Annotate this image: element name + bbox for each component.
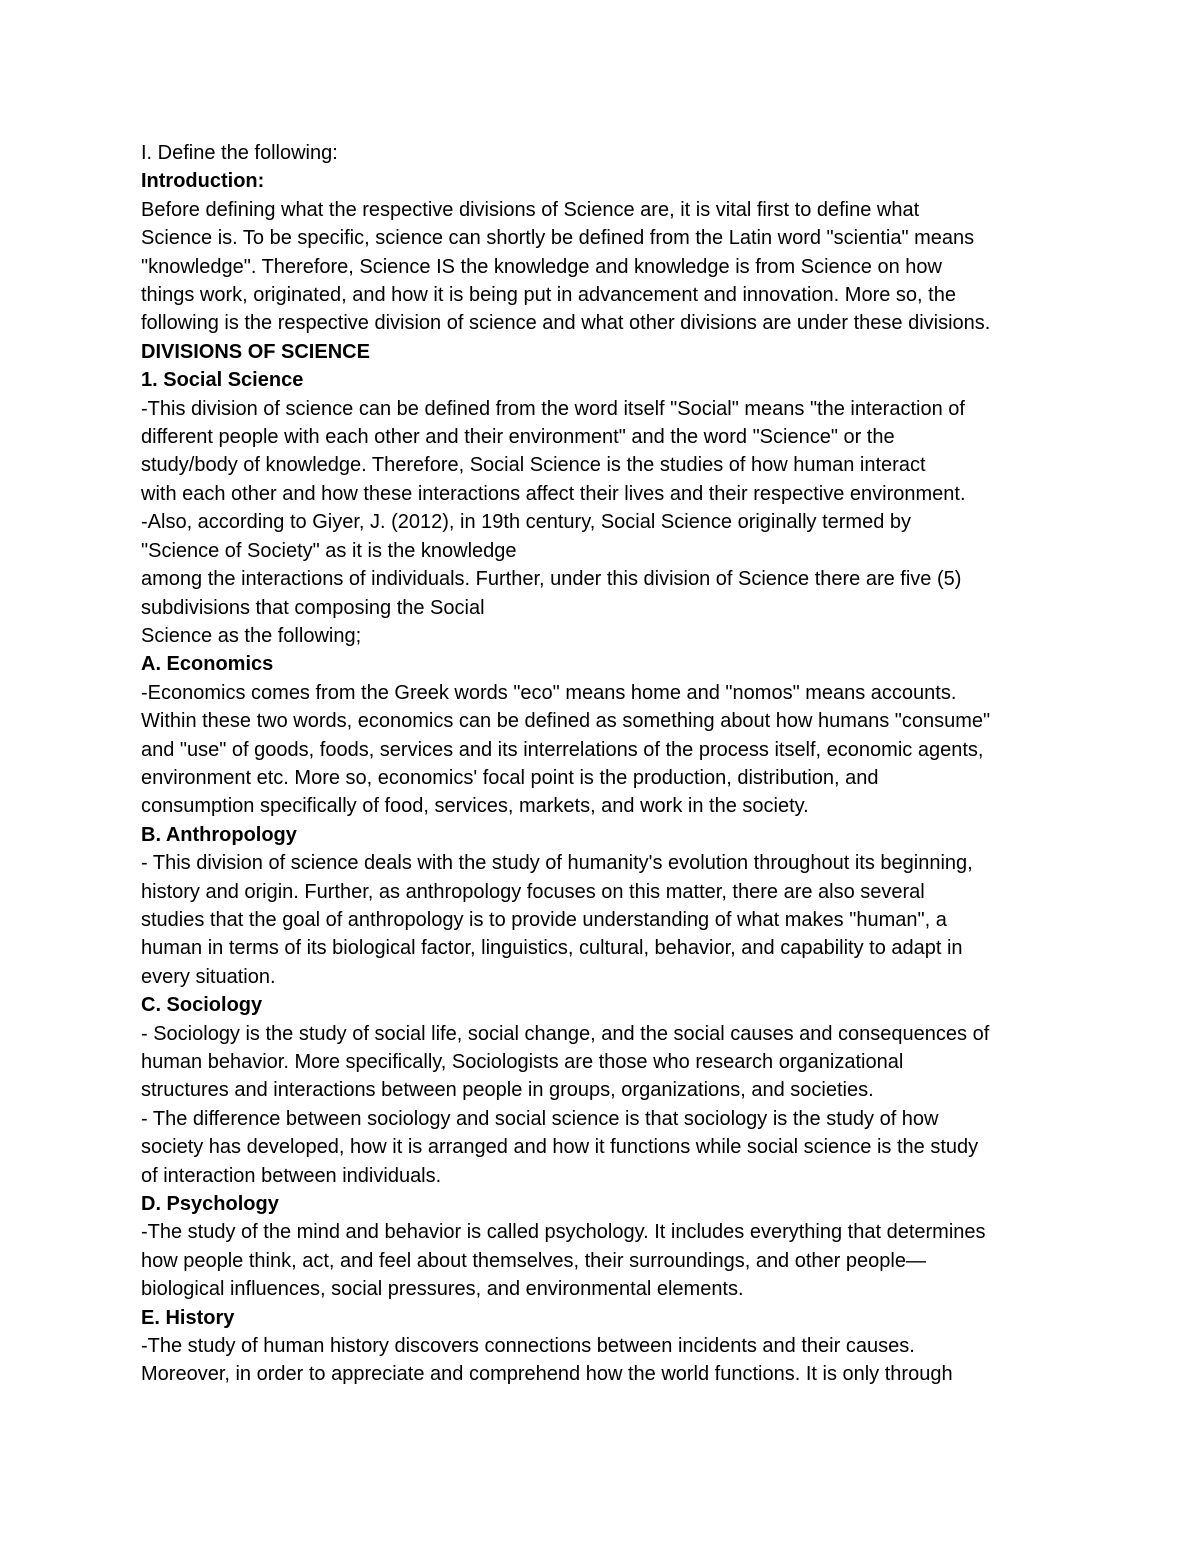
section-heading: DIVISIONS OF SCIENCE: [141, 340, 370, 363]
text-line: how people think, act, and feel about themselves, their surroundings, and other people—: [141, 1249, 926, 1272]
section-heading: A. Economics: [141, 653, 274, 676]
text-line: -Economics comes from the Greek words "eco" means home and "nomos" means accounts.: [141, 681, 957, 704]
text-line: human in terms of its biological factor, linguistics, cultural, behavior, and capability to adapt in: [141, 937, 963, 960]
text-line: Moreover, in order to appreciate and comprehend how the world functions. It is only through: [141, 1363, 953, 1386]
text-line: subdivisions that composing the Social: [141, 596, 485, 619]
text-line: different people with each other and their environment" and the word "Science" or the: [141, 426, 895, 449]
text-line: of interaction between individuals.: [141, 1164, 442, 1187]
text-line: Before defining what the respective divisions of Science are, it is vital first to define what: [141, 198, 920, 221]
section-heading: 1. Social Science: [141, 369, 304, 392]
text-line: consumption specifically of food, services, markets, and work in the society.: [141, 795, 809, 818]
text-line: - The difference between sociology and social science is that sociology is the study of how: [141, 1107, 939, 1130]
text-line: - This division of science deals with the study of humanity's evolution throughout its beginning,: [141, 852, 973, 875]
text-line: environment etc. More so, economics' focal point is the production, distribution, and: [141, 766, 879, 789]
text-line: every situation.: [141, 965, 276, 988]
text-line: history and origin. Further, as anthropology focuses on this matter, there are also several: [141, 880, 925, 903]
text-line: Within these two words, economics can be defined as something about how humans "consume": [141, 710, 991, 733]
text-line: things work, originated, and how it is being put in advancement and innovation. More so, the: [141, 284, 956, 307]
section-heading: D. Psychology: [141, 1193, 279, 1216]
text-line: studies that the goal of anthropology is to provide understanding of what makes "human", a: [141, 908, 947, 931]
text-line: - Sociology is the study of social life, social change, and the social causes and consequences of: [141, 1022, 990, 1045]
text-line: -Also, according to Giyer, J. (2012), in 19th century, Social Science originally termed by: [141, 511, 911, 534]
text-line: among the interactions of individuals. Further, under this division of Science there are five (5): [141, 568, 962, 591]
text-line: -The study of the mind and behavior is called psychology. It includes everything that determines: [141, 1221, 986, 1244]
text-line: and "use" of goods, foods, services and its interrelations of the process itself, economic agents,: [141, 738, 984, 761]
text-line: biological influences, social pressures, and environmental elements.: [141, 1278, 744, 1301]
text-line: society has developed, how it is arranged and how it functions while social science is the study: [141, 1136, 979, 1159]
text-line: human behavior. More specifically, Sociologists are those who research organizational: [141, 1051, 904, 1073]
text-line: following is the respective division of science and what other divisions are under these divisions.: [141, 312, 991, 335]
text-line: structures and interactions between people in groups, organizations, and societies.: [141, 1079, 874, 1102]
text-line: "Science of Society" as it is the knowledge: [141, 539, 517, 562]
section-heading: C. Sociology: [141, 994, 263, 1017]
text-line: study/body of knowledge. Therefore, Social Science is the studies of how human interact: [141, 454, 926, 477]
document-page: [141, 139, 1081, 1389]
document-body: [141, 139, 1081, 1389]
text-line: I. Define the following:: [141, 142, 338, 164]
section-heading: B. Anthropology: [141, 823, 297, 846]
text-line: with each other and how these interactions affect their lives and their respective environment.: [141, 482, 966, 505]
text-line: Science is. To be specific, science can shortly be defined from the Latin word "scientia" means: [141, 227, 975, 250]
section-heading: Introduction:: [141, 170, 265, 193]
text-line: "knowledge". Therefore, Science IS the knowledge and knowledge is from Science on how: [141, 255, 942, 278]
text-line: Science as the following;: [141, 624, 362, 647]
text-line: -This division of science can be defined from the word itself "Social" means "the interaction of: [141, 397, 965, 420]
section-heading: E. History: [141, 1306, 235, 1329]
text-line: -The study of human history discovers connections between incidents and their causes.: [141, 1335, 915, 1358]
